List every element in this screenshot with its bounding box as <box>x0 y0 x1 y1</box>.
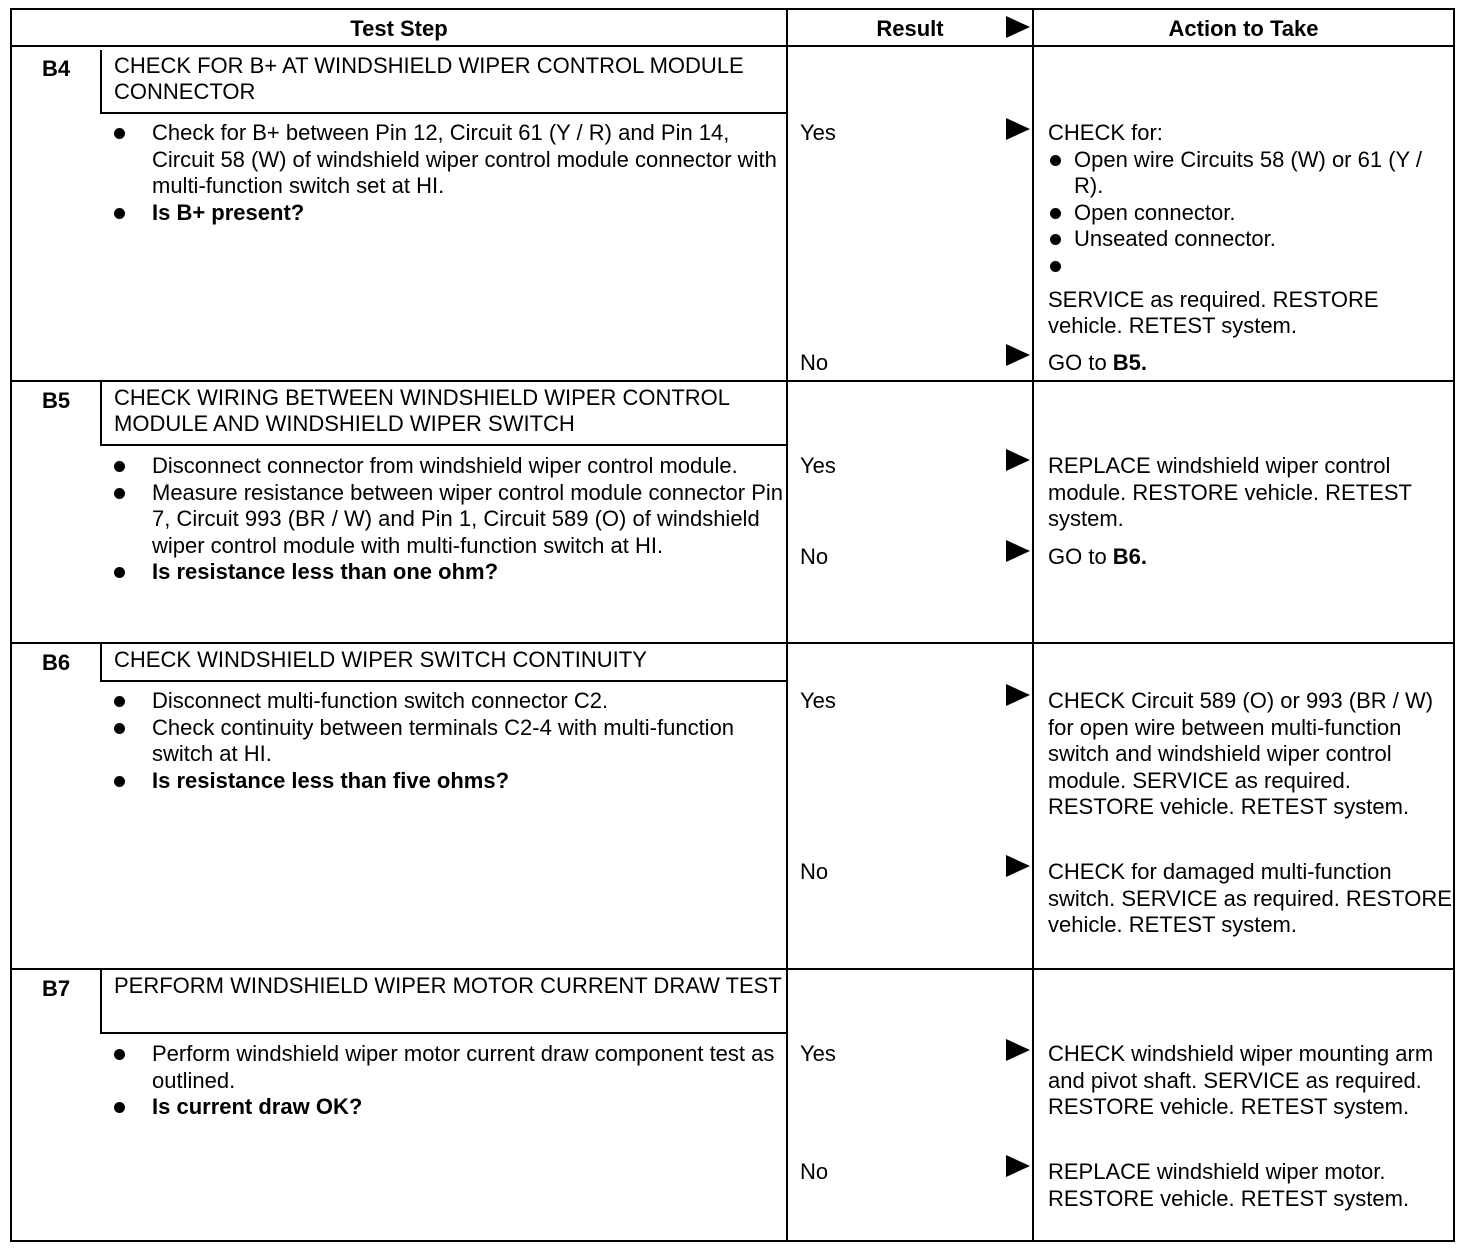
arrow-icon <box>1006 449 1030 471</box>
result-no: No <box>800 544 829 569</box>
bullet-question: Is B+ present? <box>108 200 788 227</box>
action-check-item: Open connector. <box>1048 200 1452 227</box>
action-checklist <box>1048 147 1452 279</box>
bullet-question: Is resistance less than one ohm? <box>108 559 788 586</box>
diagnostic-table <box>10 8 1455 1242</box>
step-id: B7 <box>41 976 71 1001</box>
step-bullets <box>108 453 788 586</box>
action-no <box>1048 544 1452 571</box>
bullet-item: Perform windshield wiper motor current draw component test as outlined. <box>108 1041 788 1094</box>
step-bullets <box>108 120 788 226</box>
header-result-label: Result <box>876 16 944 41</box>
result-no: No <box>800 859 829 884</box>
step-id: B5 <box>41 388 71 413</box>
header-action: Action to Take <box>1034 10 1453 47</box>
result-yes: Yes <box>800 688 836 713</box>
header-result <box>786 10 1034 47</box>
action-check-item: Open wire Circuits 58 (W) or 61 (Y / R). <box>1048 147 1452 200</box>
bullet-item: Measure resistance between wiper control module connector Pin 7, Circuit 993 (BR / W) and Pin 1, Circuit 589 (O) of windshield wiper control module with multi-function switch at HI. <box>108 480 788 560</box>
step-title: CHECK WIRING BETWEEN WINDSHIELD WIPER CONTROL MODULE AND WINDSHIELD WIPER SWITCH <box>100 382 786 446</box>
result-no: No <box>800 1159 829 1184</box>
action-yes: CHECK Circuit 589 (O) or 993 (BR / W) for open wire between multi-function switch and windshield wiper control module. SERVICE as required. RESTORE vehicle. RETEST system. <box>1048 688 1434 819</box>
action-no: CHECK for damaged multi-function switch. SERVICE as required. RESTORE vehicle. RETEST system. <box>1048 859 1452 937</box>
bullet-item: Disconnect connector from windshield wiper control module. <box>108 453 788 480</box>
action-check-item: Unseated connector. <box>1048 226 1452 253</box>
bullet-item: Check continuity between terminals C2-4 with multi-function switch at HI. <box>108 715 788 768</box>
action-check-item <box>1048 253 1452 279</box>
result-yes: Yes <box>800 453 836 478</box>
step-id: B4 <box>41 56 71 81</box>
result-yes: Yes <box>800 1041 836 1066</box>
action-yes: REPLACE windshield wiper control module. RESTORE vehicle. RETEST system. <box>1048 453 1412 531</box>
action-yes: CHECK windshield wiper mounting arm and pivot shaft. SERVICE as required. RESTORE vehicle. RETEST system. <box>1048 1041 1434 1119</box>
step-title: CHECK FOR B+ AT WINDSHIELD WIPER CONTROL MODULE CONNECTOR <box>100 50 786 114</box>
action-yes <box>1048 120 1452 340</box>
bullet-item: Disconnect multi-function switch connector C2. <box>108 688 788 715</box>
arrow-icon <box>1006 1155 1030 1177</box>
arrow-icon <box>1006 118 1030 140</box>
action-ref: B5. <box>1112 350 1148 375</box>
bullet-question: Is current draw OK? <box>108 1094 788 1121</box>
action-ref: B6. <box>1112 544 1148 569</box>
header-arrow-icon <box>1006 16 1030 38</box>
arrow-icon <box>1006 344 1030 366</box>
action-tail: SERVICE as required. RESTORE vehicle. RETEST system. <box>1048 286 1379 338</box>
step-id: B6 <box>41 650 71 675</box>
header-test-step: Test Step <box>12 10 786 47</box>
arrow-icon <box>1006 540 1030 562</box>
result-no: No <box>800 350 829 375</box>
action-prefix: GO to <box>1048 544 1113 569</box>
action-lead: CHECK for: <box>1048 120 1163 145</box>
arrow-icon <box>1006 684 1030 706</box>
arrow-icon <box>1006 1039 1030 1061</box>
action-no <box>1048 350 1452 377</box>
action-no: REPLACE windshield wiper motor. RESTORE vehicle. RETEST system. <box>1048 1159 1410 1211</box>
step-title: PERFORM WINDSHIELD WIPER MOTOR CURRENT DRAW TEST <box>100 970 786 1034</box>
result-yes: Yes <box>800 120 836 145</box>
step-title: CHECK WINDSHIELD WIPER SWITCH CONTINUITY <box>100 644 786 682</box>
arrow-icon <box>1006 855 1030 877</box>
column-divider-action <box>1032 10 1034 1240</box>
bullet-question: Is resistance less than five ohms? <box>108 768 788 795</box>
bullet-item: Check for B+ between Pin 12, Circuit 61 (Y / R) and Pin 14, Circuit 58 (W) of windshield wiper control module connector with multi-function switch set at HI. <box>108 120 788 200</box>
step-bullets <box>108 1041 788 1121</box>
action-prefix: GO to <box>1048 350 1113 375</box>
step-bullets <box>108 688 788 794</box>
